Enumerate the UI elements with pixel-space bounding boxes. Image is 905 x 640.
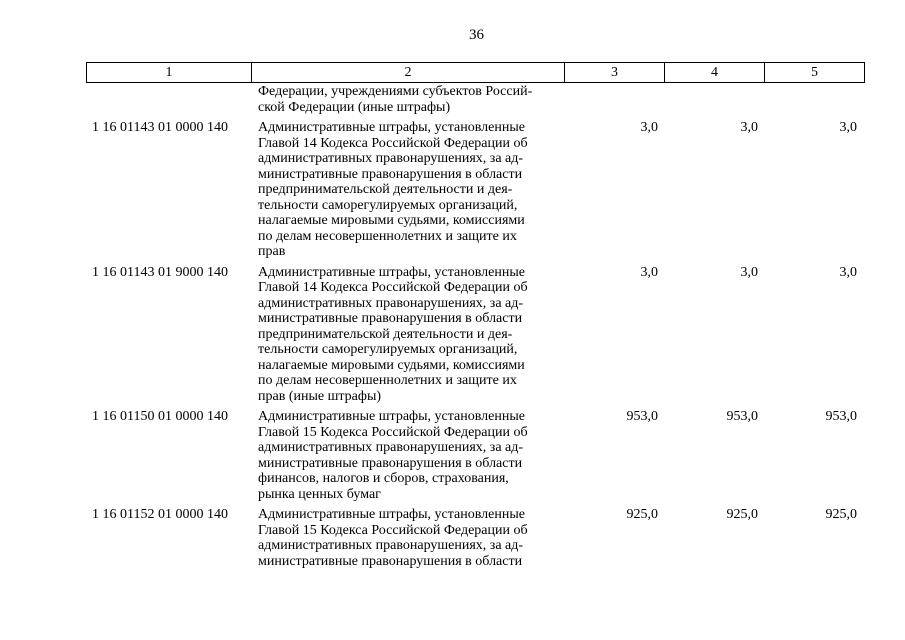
row-value-3: 3,0 xyxy=(640,120,658,135)
row-description: Административные штрафы, установленные Главой 14 Кодекса Российской Федерации об административных правонарушениях, за ад- министративные правонарушения в области предпринимательской деятельности и дея- тельности саморегулируемых организаций, налагаемые мировыми судьями, комиссиями по делам несовершеннолетних и защите их прав xyxy=(258,120,528,259)
header-col-5: 5 xyxy=(811,65,818,80)
page-number: 36 xyxy=(469,27,484,43)
header-col-4: 4 xyxy=(665,63,765,82)
row-value-3: 3,0 xyxy=(640,264,658,280)
row-value-4: 953,0 xyxy=(726,409,758,424)
row-value-5: 925,0 xyxy=(825,507,857,522)
row-description: Административные штрафы, установленные Главой 14 Кодекса Российской Федерации об административных правонарушениях, за ад- министративные правонарушения в области предпринимательской деятельности и дея- тельности саморегулируемых организаций, налагаемые мировыми судьями, комиссиями по делам несовершеннолетних и защите их прав (иные штрафы) xyxy=(258,264,528,404)
header-col-3: 3 xyxy=(565,63,665,82)
row-code: 1 16 01152 01 0000 140 xyxy=(92,507,228,522)
row-value-5: 3,0 xyxy=(839,120,857,135)
table-row xyxy=(86,507,865,569)
table-body xyxy=(86,84,865,569)
table-row xyxy=(86,265,865,405)
row-value-4 xyxy=(664,84,764,115)
row-value-5: 953,0 xyxy=(825,409,857,424)
row-description: Федерации, учреждениями субъектов Россий- ской Федерации (иные штрафы) xyxy=(258,84,533,115)
table-header xyxy=(86,62,865,83)
row-value-5: 3,0 xyxy=(839,264,857,280)
table-row xyxy=(86,84,865,115)
row-value-3: 925,0 xyxy=(626,507,658,522)
row-value-5 xyxy=(764,84,863,115)
row-code xyxy=(86,84,251,115)
row-value-3: 953,0 xyxy=(626,409,658,424)
row-value-3 xyxy=(564,84,664,115)
header-col-2: 2 xyxy=(252,63,565,82)
row-code: 1 16 01150 01 0000 140 xyxy=(92,409,228,424)
row-code: 1 16 01143 01 0000 140 xyxy=(92,120,228,135)
header-col-1: 1 xyxy=(87,63,252,82)
row-description: Административные штрафы, установленные Главой 15 Кодекса Российской Федерации об административных правонарушениях, за ад- министративные правонарушения в области xyxy=(258,507,528,569)
row-value-4: 3,0 xyxy=(740,120,758,135)
row-description: Административные штрафы, установленные Главой 15 Кодекса Российской Федерации об административных правонарушениях, за ад- министративные правонарушения в области финансов, налогов и сборов, страхования, рынка ценных бумаг xyxy=(258,409,528,502)
row-code: 1 16 01143 01 9000 140 xyxy=(92,264,228,280)
row-value-4: 925,0 xyxy=(726,507,758,522)
table-row xyxy=(86,120,865,260)
row-value-4: 3,0 xyxy=(740,264,758,280)
table-row xyxy=(86,409,865,502)
